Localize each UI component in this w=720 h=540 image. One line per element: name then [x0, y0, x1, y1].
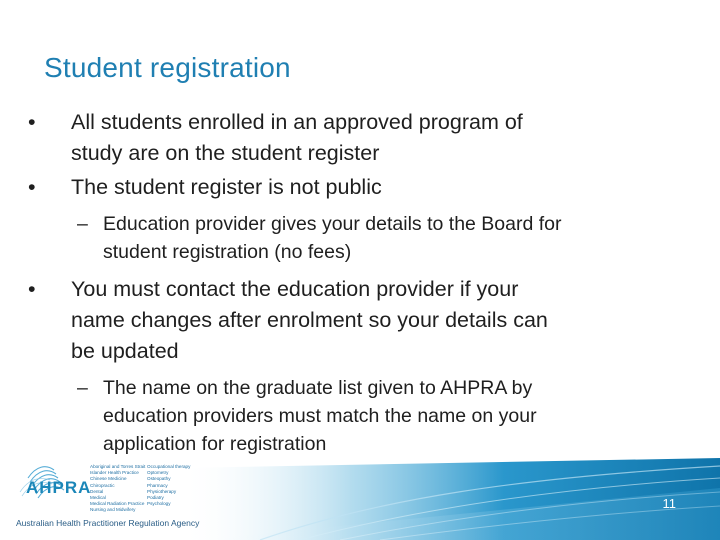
- profession-item: Medical Radiation Practice: [90, 501, 145, 507]
- sub-bullet-text-line2: education providers must match the name on your: [103, 405, 537, 427]
- bullet-text-line3: be updated: [71, 339, 179, 363]
- bullet-item: [28, 172, 671, 203]
- page-number: 11: [662, 496, 676, 511]
- profession-item: Aboriginal and Torres Strait: [90, 464, 146, 469]
- bullet-text: All students enrolled in an approved program of: [71, 110, 523, 134]
- profession-item: Optometry: [147, 470, 169, 476]
- profession-item: Pharmacy: [147, 482, 168, 488]
- profession-item: Psychology: [147, 501, 171, 507]
- profession-item: Occupational therapy: [147, 464, 191, 469]
- bullet-text-line2: study are on the student register: [71, 141, 380, 165]
- profession-item: Chiropractic: [90, 482, 115, 488]
- bullet-item: [28, 274, 671, 367]
- profession-item: Chinese Medicine: [90, 476, 127, 482]
- profession-item: Dental: [90, 488, 104, 494]
- logo-professions-left: [90, 464, 145, 514]
- dash-glyph: –: [77, 377, 88, 399]
- profession-item: Medical: [90, 495, 106, 501]
- bullet-text: You must contact the education provider if your: [71, 277, 519, 301]
- sub-bullet-item: [77, 210, 693, 266]
- bullet-text-line2: name changes after enrolment so your details can: [71, 308, 548, 332]
- profession-item: Islander Health Practice: [90, 470, 139, 476]
- profession-item: Osteopathy: [147, 476, 171, 482]
- profession-item: Podiatry: [147, 495, 164, 501]
- profession-item: Physiotherapy: [147, 488, 177, 494]
- logo-tagline: Australian Health Practitioner Regulation Agency: [16, 518, 200, 528]
- sub-bullet-text-line3: application for registration: [103, 433, 327, 455]
- bullet-glyph: •: [28, 277, 36, 301]
- profession-item: Nursing and Midwifery: [90, 507, 136, 513]
- bullet-glyph: •: [28, 110, 36, 134]
- dash-glyph: –: [77, 213, 88, 235]
- bullet-glyph: •: [28, 175, 36, 199]
- sub-bullet-item: [77, 374, 693, 458]
- logo-professions-right: [147, 464, 190, 507]
- sub-bullet-text: The name on the graduate list given to AHPRA by: [103, 377, 533, 399]
- logo-wordmark: AHPRA: [26, 478, 92, 497]
- bullet-item: [28, 107, 671, 169]
- bullet-text: The student register is not public: [71, 175, 382, 199]
- slide-title: Student registration: [44, 52, 291, 83]
- sub-bullet-text-line2: student registration (no fees): [103, 241, 352, 263]
- sub-bullet-text: Education provider gives your details to the Board for: [103, 213, 562, 235]
